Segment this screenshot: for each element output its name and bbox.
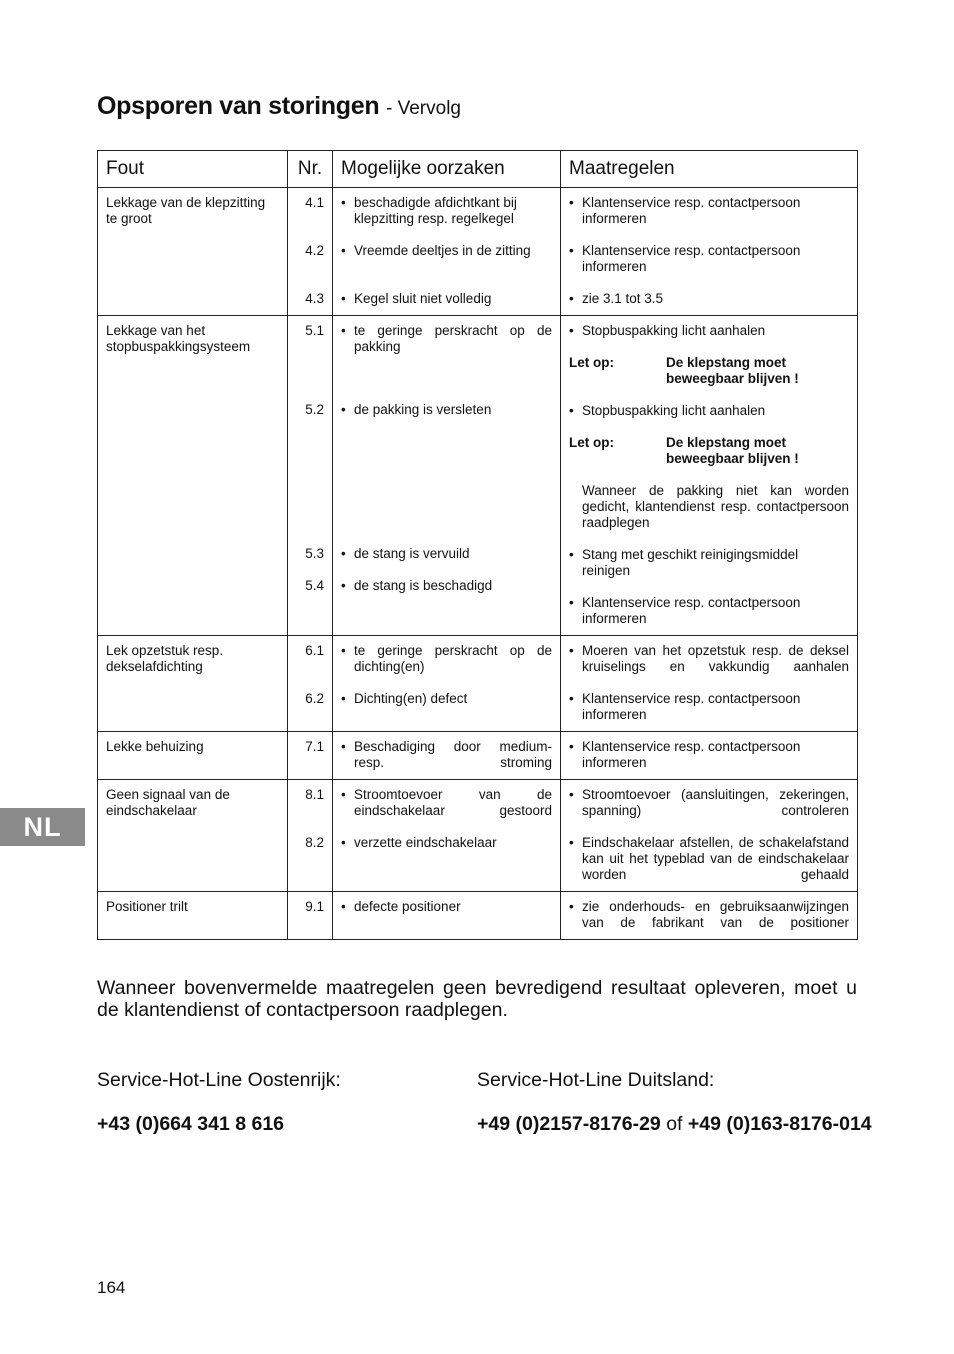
table-row	[98, 636, 858, 732]
header-causes: Mogelijke oorzaken	[333, 151, 561, 188]
hotline-austria-label: Service-Hot-Line Oostenrijk:	[97, 1069, 341, 1091]
troubleshooting-table	[97, 150, 858, 940]
nr-value: 4.2	[305, 243, 324, 258]
page-title: Opsporen van storingen - Vervolg	[97, 92, 461, 120]
hotline-germany-number-1: +49 (0)2157-8176-29	[477, 1113, 661, 1135]
extra-measure: Wanneer de pakking niet kan worden gedicht, klantendienst resp. contactpersoon raadplegen	[582, 483, 849, 530]
cause-item: • de pakking is versleten	[341, 402, 492, 417]
table-row	[98, 780, 858, 892]
cause-item: • Beschadiging door medium- resp. stroming	[341, 739, 552, 770]
hotline-germany-numbers	[477, 1113, 872, 1136]
header-fault: Fout	[98, 151, 288, 188]
measure-item: • Klantenservice resp. contactpersoon informeren	[569, 243, 801, 274]
language-tab: NL	[0, 808, 85, 846]
measures-cell	[561, 892, 858, 940]
measure-item: • Stopbuspakking licht aanhalen	[569, 323, 766, 338]
nr-value: 8.2	[305, 835, 324, 850]
table-header-row	[98, 151, 858, 188]
hotline-germany-label: Service-Hot-Line Duitsland:	[477, 1069, 715, 1091]
fault-cell: Geen signaal van de eindschakelaar	[98, 780, 288, 892]
nr-value: 8.1	[305, 787, 324, 802]
nr-value: 9.1	[305, 899, 324, 914]
header-measures: Maatregelen	[561, 151, 858, 188]
hotline-or: of	[666, 1113, 683, 1135]
nr-value: 4.1	[305, 195, 324, 210]
nr-cell	[288, 316, 333, 636]
nr-cell	[288, 188, 333, 316]
nr-cell	[288, 780, 333, 892]
cause-item: • te geringe perskracht op de dichting(en)	[341, 643, 552, 674]
page-number: 164	[97, 1278, 126, 1297]
causes-cell	[333, 780, 561, 892]
nr-cell	[288, 732, 333, 780]
nr-value: 5.4	[305, 578, 324, 593]
cause-item: • Dichting(en) defect	[341, 691, 468, 706]
causes-cell	[333, 892, 561, 940]
measure-item: • zie onderhouds- en gebruiksaanwijzingen van de fabrikant van de positioner	[569, 899, 849, 930]
cause-item: • defecte positioner	[341, 899, 461, 914]
hotline-germany-number-2: +49 (0)163-8176-014	[687, 1113, 872, 1135]
fault-cell: Lekkage van het stopbuspakkingsysteem	[98, 316, 288, 636]
cause-item: • verzette eindschakelaar	[341, 835, 497, 850]
cause-item: • Vreemde deeltjes in de zitting	[341, 243, 531, 258]
table-row	[98, 732, 858, 780]
header-nr: Nr.	[288, 151, 333, 188]
table-row	[98, 892, 858, 940]
cause-item: • beschadigde afdichtkant bij klepzitting resp. regelkegel	[341, 195, 517, 226]
fault-cell: Lekkage van de klepzitting te groot	[98, 188, 288, 316]
nr-value: 7.1	[305, 739, 324, 754]
cause-item: • de stang is vervuild	[341, 546, 470, 561]
cause-item: • te geringe perskracht op de pakking	[341, 323, 552, 354]
nr-value: 5.1	[305, 323, 324, 338]
measure-item: • Moeren van het opzetstuk resp. de deksel kruiselings en vakkundig aanhalen	[569, 643, 849, 674]
nr-value: 5.3	[305, 546, 324, 561]
cause-item: • de stang is beschadigd	[341, 578, 493, 593]
nr-value: 5.2	[305, 402, 324, 417]
causes-cell	[333, 732, 561, 780]
measures-cell	[561, 636, 858, 732]
causes-cell	[333, 316, 561, 636]
fault-cell: Lek opzetstuk resp. dekselafdichting	[98, 636, 288, 732]
hotline-austria-number: +43 (0)664 341 8 616	[97, 1113, 285, 1135]
causes-cell	[333, 188, 561, 316]
measure-item: • zie 3.1 tot 3.5	[569, 291, 664, 306]
nr-cell	[288, 892, 333, 940]
measure-item: • Stang met geschikt reinigingsmiddel reinigen	[569, 547, 799, 578]
measures-cell	[561, 780, 858, 892]
measure-item: • Eindschakelaar afstellen, de schakelafstand kan uit het typeblad van de eindschakelaar worden gehaald	[569, 835, 849, 882]
page-subtitle: - Vervolg	[386, 98, 461, 119]
warning-note: Let op: De klepstang moet beweegbaar blijven !	[569, 435, 799, 466]
cause-item: • Kegel sluit niet volledig	[341, 291, 492, 306]
nr-cell	[288, 636, 333, 732]
nr-value: 6.2	[305, 691, 324, 706]
table-row	[98, 316, 858, 636]
warning-note: Let op: De klepstang moet beweegbaar blijven !	[569, 355, 799, 386]
measures-cell	[561, 732, 858, 780]
measure-item: • Stroomtoevoer (aansluitingen, zekeringen, spanning) controleren	[569, 787, 849, 818]
fault-cell: Positioner trilt	[98, 892, 288, 940]
nr-value: 4.3	[305, 291, 324, 306]
closing-paragraph: Wanneer bovenvermelde maatregelen geen bevredigend resultaat opleveren, moet u de klantendienst of contactpersoon raadplegen.	[97, 977, 857, 1021]
measure-item: • Klantenservice resp. contactpersoon informeren	[569, 195, 801, 226]
nr-value: 6.1	[305, 643, 324, 658]
measures-cell	[561, 188, 858, 316]
measures-cell	[561, 316, 858, 636]
measure-item: • Klantenservice resp. contactpersoon informeren	[569, 691, 801, 722]
fault-cell: Lekke behuizing	[98, 732, 288, 780]
measure-item: • Klantenservice resp. contactpersoon informeren	[569, 739, 801, 770]
measure-item: • Stopbuspakking licht aanhalen	[569, 403, 766, 418]
table-row	[98, 188, 858, 316]
cause-item: • Stroomtoevoer van de eindschakelaar gestoord	[341, 787, 552, 818]
causes-cell	[333, 636, 561, 732]
measure-item: • Klantenservice resp. contactpersoon informeren	[569, 595, 801, 626]
